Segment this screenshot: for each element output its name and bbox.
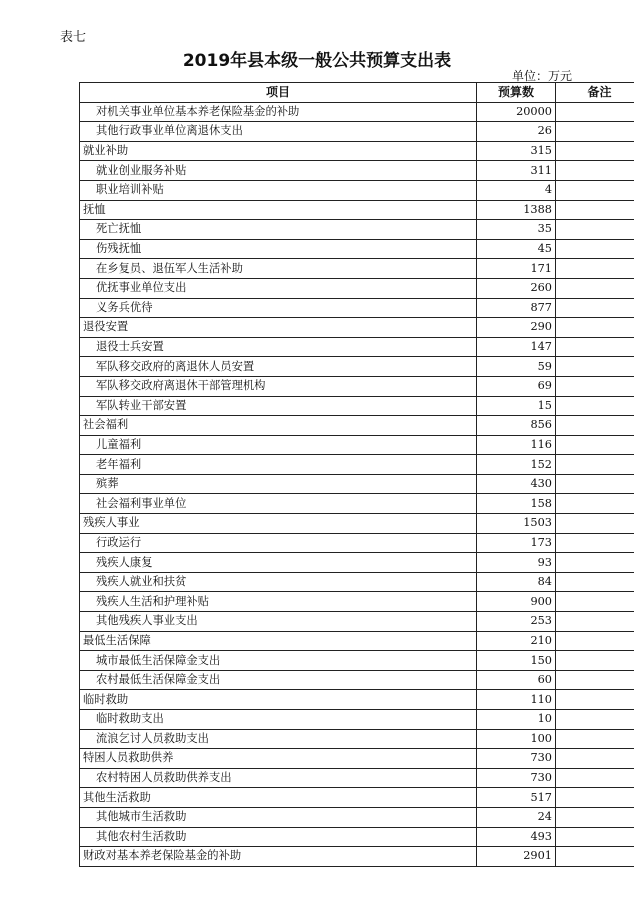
document-label: 表七 (60, 30, 87, 45)
table-row (80, 710, 634, 730)
row-note (556, 710, 634, 730)
row-item-name: 优抚事业单位支出 (80, 278, 477, 298)
table-row (80, 729, 634, 749)
row-item-name: 殡葬 (80, 474, 477, 494)
row-item-name: 临时救助 (80, 690, 477, 710)
table-row (80, 514, 634, 534)
table-row (80, 474, 634, 494)
row-note (556, 435, 634, 455)
row-item-name: 其他行政事业单位离退休支出 (80, 122, 477, 142)
row-note (556, 455, 634, 475)
table-row (80, 122, 634, 142)
row-item-name: 伤残抚恤 (80, 239, 477, 259)
row-item-name: 特困人员救助供养 (80, 749, 477, 769)
row-amount: 311 (477, 161, 556, 181)
row-item-name: 其他农村生活救助 (80, 827, 477, 847)
row-amount: 210 (477, 631, 556, 651)
row-note (556, 220, 634, 240)
table-body (80, 102, 634, 866)
row-amount: 59 (477, 357, 556, 377)
row-amount: 730 (477, 749, 556, 769)
row-item-name: 抚恤 (80, 200, 477, 220)
table-row (80, 220, 634, 240)
row-item-name: 就业创业服务补贴 (80, 161, 477, 181)
row-note (556, 827, 634, 847)
row-amount: 173 (477, 533, 556, 553)
table-row (80, 533, 634, 553)
row-note (556, 729, 634, 749)
header-amount: 预算数 (477, 83, 556, 103)
row-note (556, 180, 634, 200)
row-item-name: 残疾人就业和扶贫 (80, 572, 477, 592)
row-item-name: 退役士兵安置 (80, 337, 477, 357)
row-item-name: 其他残疾人事业支出 (80, 612, 477, 632)
row-item-name: 社会福利 (80, 416, 477, 436)
row-amount: 69 (477, 376, 556, 396)
unit-note: 单位：万元 (512, 69, 573, 83)
row-amount: 517 (477, 788, 556, 808)
row-amount: 2901 (477, 847, 556, 867)
table-row (80, 298, 634, 318)
row-amount: 116 (477, 435, 556, 455)
row-amount: 4 (477, 180, 556, 200)
header-item: 项目 (80, 83, 477, 103)
table-row (80, 827, 634, 847)
table-row (80, 141, 634, 161)
row-amount: 15 (477, 396, 556, 416)
table-row (80, 749, 634, 769)
row-note (556, 318, 634, 338)
row-item-name: 财政对基本养老保险基金的补助 (80, 847, 477, 867)
page-title: 2019年县本级一般公共预算支出表 (182, 51, 452, 71)
table-row (80, 631, 634, 651)
table-row (80, 161, 634, 181)
row-item-name: 在乡复员、退伍军人生活补助 (80, 259, 477, 279)
row-note (556, 141, 634, 161)
row-note (556, 572, 634, 592)
table-row (80, 357, 634, 377)
row-note (556, 161, 634, 181)
row-amount: 1503 (477, 514, 556, 534)
row-amount: 20000 (477, 102, 556, 122)
row-item-name: 就业补助 (80, 141, 477, 161)
row-amount: 315 (477, 141, 556, 161)
row-amount: 45 (477, 239, 556, 259)
row-item-name: 残疾人康复 (80, 553, 477, 573)
row-item-name: 义务兵优待 (80, 298, 477, 318)
row-item-name: 最低生活保障 (80, 631, 477, 651)
row-item-name: 老年福利 (80, 455, 477, 475)
row-item-name: 死亡抚恤 (80, 220, 477, 240)
row-note (556, 494, 634, 514)
row-note (556, 514, 634, 534)
row-item-name: 农村特困人员救助供养支出 (80, 768, 477, 788)
row-amount: 84 (477, 572, 556, 592)
row-note (556, 651, 634, 671)
row-item-name: 对机关事业单位基本养老保险基金的补助 (80, 102, 477, 122)
table-row (80, 592, 634, 612)
row-note (556, 200, 634, 220)
table-row (80, 278, 634, 298)
row-amount: 158 (477, 494, 556, 514)
row-note (556, 768, 634, 788)
row-item-name: 城市最低生活保障金支出 (80, 651, 477, 671)
row-note (556, 847, 634, 867)
row-note (556, 416, 634, 436)
table-row (80, 572, 634, 592)
table-row (80, 807, 634, 827)
row-note (556, 670, 634, 690)
row-item-name: 军队转业干部安置 (80, 396, 477, 416)
table-row (80, 200, 634, 220)
row-item-name: 残疾人事业 (80, 514, 477, 534)
row-item-name: 职业培训补贴 (80, 180, 477, 200)
row-note (556, 533, 634, 553)
row-item-name: 临时救助支出 (80, 710, 477, 730)
row-note (556, 278, 634, 298)
table-row (80, 396, 634, 416)
table-row (80, 768, 634, 788)
table-row (80, 180, 634, 200)
row-item-name: 军队移交政府的离退休人员安置 (80, 357, 477, 377)
table-row (80, 788, 634, 808)
row-note (556, 376, 634, 396)
row-amount: 152 (477, 455, 556, 475)
table-row (80, 690, 634, 710)
row-item-name: 流浪乞讨人员救助支出 (80, 729, 477, 749)
table-row (80, 337, 634, 357)
table-row (80, 259, 634, 279)
row-note (556, 592, 634, 612)
table-row (80, 612, 634, 632)
row-note (556, 807, 634, 827)
row-amount: 1388 (477, 200, 556, 220)
budget-table (79, 82, 634, 867)
row-amount: 110 (477, 690, 556, 710)
row-amount: 290 (477, 318, 556, 338)
row-amount: 35 (477, 220, 556, 240)
row-note (556, 690, 634, 710)
row-amount: 493 (477, 827, 556, 847)
row-amount: 10 (477, 710, 556, 730)
row-note (556, 631, 634, 651)
row-note (556, 612, 634, 632)
table-row (80, 455, 634, 475)
row-amount: 877 (477, 298, 556, 318)
row-note (556, 298, 634, 318)
table-row (80, 376, 634, 396)
row-amount: 430 (477, 474, 556, 494)
row-item-name: 儿童福利 (80, 435, 477, 455)
row-amount: 26 (477, 122, 556, 142)
row-note (556, 749, 634, 769)
row-amount: 730 (477, 768, 556, 788)
row-amount: 100 (477, 729, 556, 749)
row-item-name: 社会福利事业单位 (80, 494, 477, 514)
row-amount: 150 (477, 651, 556, 671)
row-note (556, 553, 634, 573)
row-item-name: 退役安置 (80, 318, 477, 338)
table-header-row (80, 83, 634, 103)
row-note (556, 357, 634, 377)
row-amount: 171 (477, 259, 556, 279)
row-item-name: 行政运行 (80, 533, 477, 553)
row-item-name: 残疾人生活和护理补贴 (80, 592, 477, 612)
row-note (556, 788, 634, 808)
row-note (556, 474, 634, 494)
table-row (80, 318, 634, 338)
table-row (80, 494, 634, 514)
row-amount: 260 (477, 278, 556, 298)
row-item-name: 军队移交政府离退休干部管理机构 (80, 376, 477, 396)
table-row (80, 847, 634, 867)
table-row (80, 670, 634, 690)
row-note (556, 102, 634, 122)
row-note (556, 239, 634, 259)
table-row (80, 651, 634, 671)
row-amount: 856 (477, 416, 556, 436)
row-note (556, 337, 634, 357)
row-item-name: 其他城市生活救助 (80, 807, 477, 827)
table-row (80, 553, 634, 573)
row-note (556, 122, 634, 142)
row-note (556, 396, 634, 416)
table-row (80, 239, 634, 259)
table-row (80, 416, 634, 436)
row-amount: 93 (477, 553, 556, 573)
table-row (80, 102, 634, 122)
header-note: 备注 (556, 83, 634, 103)
row-amount: 24 (477, 807, 556, 827)
row-amount: 900 (477, 592, 556, 612)
row-amount: 60 (477, 670, 556, 690)
row-amount: 147 (477, 337, 556, 357)
row-item-name: 农村最低生活保障金支出 (80, 670, 477, 690)
row-note (556, 259, 634, 279)
row-amount: 253 (477, 612, 556, 632)
row-item-name: 其他生活救助 (80, 788, 477, 808)
table-row (80, 435, 634, 455)
